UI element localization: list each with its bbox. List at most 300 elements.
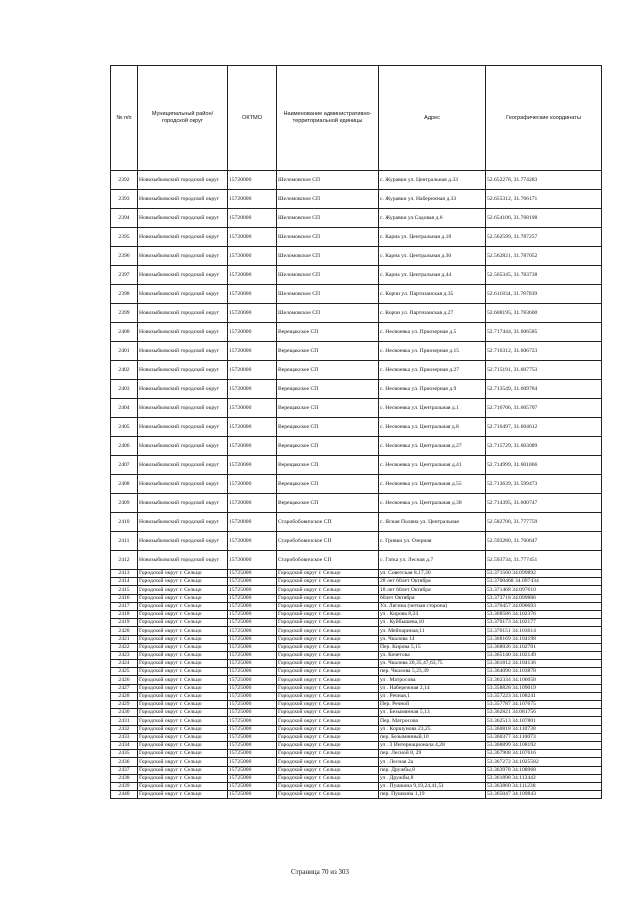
table-row: [111, 733, 602, 741]
cell-admin-unit: Шеломовское СП: [277, 209, 379, 228]
cell-address: Пер. Матросова: [379, 717, 486, 725]
cell-admin-unit: Шеломовское СП: [277, 190, 379, 209]
cell-district: Новозыбковский городской округ: [138, 437, 228, 456]
table-row: [111, 228, 602, 247]
cell-admin-unit: Верещакское СП: [277, 418, 379, 437]
cell-num: 2412: [111, 551, 138, 570]
cell-num: 2426: [111, 676, 138, 684]
cell-oktmo: 15725000: [228, 684, 277, 692]
cell-address: ул . Матросова: [379, 676, 486, 684]
cell-district: Новозыбковский городской округ: [138, 171, 228, 190]
cell-admin-unit: Шеломовское СП: [277, 228, 379, 247]
cell-oktmo: 15720000: [228, 475, 277, 494]
cell-address: с. Гривки ул. Озерная: [379, 532, 486, 551]
cell-num: 2392: [111, 171, 138, 190]
cell-num: 2438: [111, 774, 138, 782]
cell-num: 2411: [111, 532, 138, 551]
cell-oktmo: 15720000: [228, 418, 277, 437]
cell-district: Новозыбковский городской округ: [138, 513, 228, 532]
cell-district: Новозыбковский городской округ: [138, 475, 228, 494]
cell-oktmo: 15725000: [228, 643, 277, 651]
cell-oktmo: 15725000: [228, 782, 277, 790]
table-row: [111, 610, 602, 618]
cell-address: ул . Речная,1: [379, 692, 486, 700]
cell-district: Новозыбковский городской округ: [138, 190, 228, 209]
cell-address: с. Несвоевка ул. Центральная д.38: [379, 494, 486, 513]
cell-admin-unit: Старобобовичское СП: [277, 551, 379, 570]
cell-admin-unit: Городской округ г. Сельцо: [277, 619, 379, 627]
table-row: [111, 594, 602, 602]
cell-admin-unit: Верещакское СП: [277, 342, 379, 361]
cell-address: с. Карна ул. Центральная д.44: [379, 266, 486, 285]
table-row: [111, 586, 602, 594]
cell-num: 2420: [111, 627, 138, 635]
cell-oktmo: 15725000: [228, 668, 277, 676]
cell-oktmo: 15720000: [228, 513, 277, 532]
cell-admin-unit: Городской округ г. Сельцо: [277, 692, 379, 700]
cell-num: 2439: [111, 782, 138, 790]
cell-admin-unit: Городской округ г. Сельцо: [277, 594, 379, 602]
cell-admin-unit: Шеломовское СП: [277, 304, 379, 323]
cell-oktmo: 15720000: [228, 323, 277, 342]
page-number: Страница 70 из 303: [291, 868, 349, 876]
cell-oktmo: 15725000: [228, 635, 277, 643]
cell-coordinates: 53.360377 34.110073: [486, 733, 602, 741]
cell-oktmo: 15720000: [228, 304, 277, 323]
cell-address: ул . Кирова 8,24: [379, 610, 486, 618]
table-row: [111, 285, 602, 304]
cell-oktmo: 15725000: [228, 692, 277, 700]
cell-district: Городской округ г. Сельцо: [138, 627, 228, 635]
cell-coordinates: 53.363860 34.111238: [486, 782, 602, 790]
table-row: [111, 190, 602, 209]
cell-coordinates: 53.365047 34.109843: [486, 791, 602, 799]
table-row: [111, 635, 602, 643]
header-coordinates: Географические координаты: [486, 66, 602, 171]
cell-address: ул . Пушкина 9,19,24,41,51: [379, 782, 486, 790]
cell-oktmo: 15725000: [228, 766, 277, 774]
cell-district: Городской округ г. Сельцо: [138, 741, 228, 749]
table-row: [111, 578, 602, 586]
cell-coordinates: 52.714395, 31.600747: [486, 494, 602, 513]
cell-coordinates: 53.373718 34.099886: [486, 594, 602, 602]
table-row: [111, 304, 602, 323]
cell-district: Новозыбковский городской округ: [138, 342, 228, 361]
cell-address: ул. Чкалова 20,35,47,63,75: [379, 660, 486, 668]
cell-address: с. Гатка ул. Лесная д.7: [379, 551, 486, 570]
cell-oktmo: 15720000: [228, 380, 277, 399]
table-row: [111, 532, 602, 551]
cell-district: Городской округ г. Сельцо: [138, 766, 228, 774]
cell-district: Новозыбковский городской округ: [138, 266, 228, 285]
cell-oktmo: 15720000: [228, 190, 277, 209]
cell-admin-unit: Шеломовское СП: [277, 285, 379, 304]
cell-oktmo: 15725000: [228, 709, 277, 717]
cell-admin-unit: Городской округ г. Сельцо: [277, 610, 379, 618]
cell-coordinates: 53.362513 34.107801: [486, 717, 602, 725]
table-row: [111, 717, 602, 725]
cell-oktmo: 15720000: [228, 228, 277, 247]
cell-admin-unit: Шеломовское СП: [277, 171, 379, 190]
cell-admin-unit: Старобобовичское СП: [277, 513, 379, 532]
cell-admin-unit: Городской округ г. Сельцо: [277, 627, 379, 635]
table-row: [111, 551, 602, 570]
cell-oktmo: 15720000: [228, 494, 277, 513]
cell-oktmo: 15725000: [228, 741, 277, 749]
table-row: [111, 266, 602, 285]
cell-address: ул . Коршунова 23,25: [379, 725, 486, 733]
cell-coordinates: 53.370151 34.103614: [486, 627, 602, 635]
cell-num: 2418: [111, 610, 138, 618]
cell-oktmo: 15725000: [228, 586, 277, 594]
cell-coordinates: 53.362821 34.081756: [486, 709, 602, 717]
cell-address: с. Несвоевка ул. Центральная д.55: [379, 475, 486, 494]
table-row: [111, 660, 602, 668]
cell-oktmo: 15725000: [228, 594, 277, 602]
cell-coordinates: 52.717444, 31.606585: [486, 323, 602, 342]
cell-district: Новозыбковский городской округ: [138, 304, 228, 323]
cell-district: Городской округ г. Сельцо: [138, 676, 228, 684]
cell-oktmo: 15725000: [228, 717, 277, 725]
cell-num: 2428: [111, 692, 138, 700]
cell-coordinates: 52.611834, 31.787039: [486, 285, 602, 304]
cell-oktmo: 15720000: [228, 437, 277, 456]
cell-coordinates: 52.593280, 31.760647: [486, 532, 602, 551]
cell-oktmo: 15725000: [228, 602, 277, 610]
cell-coordinates: 52.652278, 31.774283: [486, 171, 602, 190]
cell-district: Городской округ г. Сельцо: [138, 602, 228, 610]
table-row: [111, 342, 602, 361]
cell-oktmo: 15725000: [228, 750, 277, 758]
cell-address: с. Несвоевка ул. Центральная д.8: [379, 418, 486, 437]
cell-district: Новозыбковский городской округ: [138, 247, 228, 266]
cell-num: 2432: [111, 725, 138, 733]
table-row: [111, 750, 602, 758]
cell-admin-unit: Городской округ г. Сельцо: [277, 766, 379, 774]
table-row: [111, 494, 602, 513]
cell-address: 28 лет 60лет Октября: [379, 578, 486, 586]
cell-oktmo: 15725000: [228, 578, 277, 586]
cell-oktmo: 15725000: [228, 660, 277, 668]
cell-district: Городской округ г. Сельцо: [138, 725, 228, 733]
cell-num: 2397: [111, 266, 138, 285]
cell-oktmo: 15725000: [228, 627, 277, 635]
cell-admin-unit: Городской округ г. Сельцо: [277, 758, 379, 766]
cell-num: 2398: [111, 285, 138, 304]
cell-num: 2434: [111, 741, 138, 749]
cell-coordinates: 53.371468 34.097610: [486, 586, 602, 594]
cell-district: Городской округ г. Сельцо: [138, 619, 228, 627]
cell-oktmo: 15720000: [228, 266, 277, 285]
cell-oktmo: 15725000: [228, 725, 277, 733]
table-row: [111, 791, 602, 799]
cell-num: 2414: [111, 578, 138, 586]
cell-district: Новозыбковский городской округ: [138, 418, 228, 437]
cell-num: 2440: [111, 791, 138, 799]
cell-address: с. Журавки ул.Садовая д.6: [379, 209, 486, 228]
cell-num: 2393: [111, 190, 138, 209]
cell-oktmo: 15720000: [228, 399, 277, 418]
cell-num: 2421: [111, 635, 138, 643]
cell-address: с. Несвоевка ул. Центральная д.41: [379, 456, 486, 475]
header-district: Муниципальный район/городской округ: [138, 66, 228, 171]
header-admin-unit: Наименование административно-территориальной единицы: [277, 66, 379, 171]
cell-admin-unit: Верещакское СП: [277, 437, 379, 456]
cell-district: Городской округ г. Сельцо: [138, 586, 228, 594]
cell-num: 2403: [111, 380, 138, 399]
cell-district: Городской округ г. Сельцо: [138, 578, 228, 586]
cell-num: 2430: [111, 709, 138, 717]
header-row: [111, 66, 602, 171]
table-row: [111, 323, 602, 342]
table-row: [111, 209, 602, 228]
cell-admin-unit: Городской округ г. Сельцо: [277, 586, 379, 594]
table-row: [111, 709, 602, 717]
cell-coordinates: 52.715191, 31.607753: [486, 361, 602, 380]
table-row: [111, 361, 602, 380]
cell-district: Городской округ г. Сельцо: [138, 692, 228, 700]
cell-coordinates: 52.608195, 31.783600: [486, 304, 602, 323]
cell-address: ул. Кочетова: [379, 651, 486, 659]
cell-district: Городской округ г. Сельцо: [138, 651, 228, 659]
table-row: [111, 774, 602, 782]
cell-district: Городской округ г. Сельцо: [138, 717, 228, 725]
cell-coordinates: 53.367908 34.107616: [486, 750, 602, 758]
cell-coordinates: 53.358828 34.109019: [486, 684, 602, 692]
cell-district: Новозыбковский городской округ: [138, 361, 228, 380]
cell-coordinates: 52.562821, 31.787052: [486, 247, 602, 266]
cell-admin-unit: Городской округ г. Сельцо: [277, 570, 379, 578]
cell-district: Городской округ г. Сельцо: [138, 774, 228, 782]
cell-coordinates: 53.371560 34.099892: [486, 570, 602, 578]
cell-district: Новозыбковский городской округ: [138, 532, 228, 551]
cell-address: ул. Мейпариная,11: [379, 627, 486, 635]
cell-coordinates: 52.593734, 31.777451: [486, 551, 602, 570]
cell-district: Городской округ г. Сельцо: [138, 701, 228, 709]
cell-oktmo: 15725000: [228, 791, 277, 799]
table-row: [111, 668, 602, 676]
cell-district: Новозыбковский городской округ: [138, 494, 228, 513]
table-row: [111, 399, 602, 418]
cell-coordinates: 52.713549, 31.609784: [486, 380, 602, 399]
cell-admin-unit: Шеломовское СП: [277, 247, 379, 266]
cell-address: ул. Советская 8,17,30: [379, 570, 486, 578]
table-row: [111, 171, 602, 190]
cell-address: с. Журавки ул. Набережная д.33: [379, 190, 486, 209]
header-oktmo: ОКТМО: [228, 66, 277, 171]
table-row: [111, 766, 602, 774]
header-address: Адрес: [379, 66, 486, 171]
cell-coordinates: 53.364090 34.103878: [486, 668, 602, 676]
cell-coordinates: 53.357787 34.107675: [486, 701, 602, 709]
cell-coordinates: 53.363978 34.108968: [486, 766, 602, 774]
cell-num: 2401: [111, 342, 138, 361]
table-row: [111, 247, 602, 266]
cell-admin-unit: Шеломовское СП: [277, 266, 379, 285]
cell-coordinates: 53.360818 34.110738: [486, 725, 602, 733]
table-row: [111, 475, 602, 494]
cell-oktmo: 15725000: [228, 676, 277, 684]
cell-coordinates: 53.3700468 34.097434: [486, 578, 602, 586]
cell-address: с. Несвоевка ул. Приозерная д.27: [379, 361, 486, 380]
cell-num: 2419: [111, 619, 138, 627]
cell-num: 2422: [111, 643, 138, 651]
cell-admin-unit: Городской округ г. Сельцо: [277, 635, 379, 643]
cell-address: ул . 3 Интернационала 4,28: [379, 741, 486, 749]
cell-district: Городской округ г. Сельцо: [138, 750, 228, 758]
cell-address: с. Несвоевка ул. Приозерная д.9: [379, 380, 486, 399]
cell-coordinates: 52.716497, 31.604612: [486, 418, 602, 437]
cell-address: с. Несвоевка ул. Центральная д.27: [379, 437, 486, 456]
cell-admin-unit: Городской округ г. Сельцо: [277, 709, 379, 717]
cell-oktmo: 15720000: [228, 361, 277, 380]
cell-coordinates: 52.565345, 31.783738: [486, 266, 602, 285]
cell-address: пер. Пушкина 1,19: [379, 791, 486, 799]
cell-num: 2431: [111, 717, 138, 725]
cell-admin-unit: Городской округ г. Сельцо: [277, 774, 379, 782]
cell-district: Городской округ г. Сельцо: [138, 733, 228, 741]
table-row: [111, 676, 602, 684]
cell-address: с. Несвоевка ул. Приозерная д.5: [379, 323, 486, 342]
cell-oktmo: 15725000: [228, 610, 277, 618]
cell-num: 2406: [111, 437, 138, 456]
cell-district: Новозыбковский городской округ: [138, 380, 228, 399]
cell-num: 2413: [111, 570, 138, 578]
cell-district: Городской округ г. Сельцо: [138, 791, 228, 799]
cell-num: 2408: [111, 475, 138, 494]
cell-coordinates: 53.362334 34.106058: [486, 676, 602, 684]
cell-admin-unit: Городской округ г. Сельцо: [277, 651, 379, 659]
cell-num: 2404: [111, 399, 138, 418]
cell-address: с. Карна ул. Центральная д.30: [379, 247, 486, 266]
table-row: [111, 602, 602, 610]
cell-address: с. Корчи ул. Партизанская д.35: [379, 285, 486, 304]
cell-num: 2424: [111, 660, 138, 668]
cell-address: пер. Лесной 8, 29: [379, 750, 486, 758]
cell-district: Новозыбковский городской округ: [138, 285, 228, 304]
table-header: [111, 66, 602, 171]
cell-admin-unit: Городской округ г. Сельцо: [277, 717, 379, 725]
cell-address: с. Журавки ул. Центральная д.33: [379, 171, 486, 190]
cell-admin-unit: Городской округ г. Сельцо: [277, 684, 379, 692]
cell-num: 2396: [111, 247, 138, 266]
cell-admin-unit: Верещакское СП: [277, 380, 379, 399]
cell-num: 2417: [111, 602, 138, 610]
cell-oktmo: 15720000: [228, 171, 277, 190]
cell-district: Новозыбковский городской округ: [138, 399, 228, 418]
table-row: [111, 627, 602, 635]
cell-oktmo: 15720000: [228, 532, 277, 551]
cell-coordinates: 53.368036 34.102701: [486, 643, 602, 651]
cell-num: 2423: [111, 651, 138, 659]
cell-admin-unit: Верещакское СП: [277, 456, 379, 475]
cell-coordinates: 52.655312, 31.766171: [486, 190, 602, 209]
cell-admin-unit: Верещакское СП: [277, 399, 379, 418]
cell-num: 2399: [111, 304, 138, 323]
cell-district: Городской округ г. Сельцо: [138, 758, 228, 766]
cell-district: Новозыбковский городской округ: [138, 209, 228, 228]
cell-coordinates: 53.370173 34.102177: [486, 619, 602, 627]
addresses-table: [110, 65, 602, 799]
cell-coordinates: 53.368586 34.102376: [486, 610, 602, 618]
cell-coordinates: 53.361898 34.113442: [486, 774, 602, 782]
cell-district: Городской округ г. Сельцо: [138, 709, 228, 717]
cell-admin-unit: Верещакское СП: [277, 323, 379, 342]
cell-oktmo: 15725000: [228, 774, 277, 782]
cell-coordinates: 53.367272 34.1025582: [486, 758, 602, 766]
cell-num: 2425: [111, 668, 138, 676]
cell-district: Городской округ г. Сельцо: [138, 643, 228, 651]
cell-oktmo: 15725000: [228, 619, 277, 627]
cell-oktmo: 15725000: [228, 651, 277, 659]
cell-district: Городской округ г. Сельцо: [138, 594, 228, 602]
cell-coordinates: 53.370457 34.090693: [486, 602, 602, 610]
cell-coordinates: 53.361812 34.104136: [486, 660, 602, 668]
cell-coordinates: 52.582700, 31.777759: [486, 513, 602, 532]
cell-admin-unit: Городской округ г. Сельцо: [277, 741, 379, 749]
cell-oktmo: 15720000: [228, 551, 277, 570]
table-row: [111, 380, 602, 399]
table-row: [111, 741, 602, 749]
cell-coordinates: 53.368899 34.108192: [486, 741, 602, 749]
cell-coordinates: 53.357223 34.108241: [486, 692, 602, 700]
cell-num: 2410: [111, 513, 138, 532]
cell-address: ул . Набережная 2,14: [379, 684, 486, 692]
cell-coordinates: 52.715729, 31.603089: [486, 437, 602, 456]
cell-num: 2429: [111, 701, 138, 709]
cell-num: 2394: [111, 209, 138, 228]
header-num: № п/п: [111, 66, 138, 171]
cell-num: 2433: [111, 733, 138, 741]
cell-coordinates: 53.368169 34.104198: [486, 635, 602, 643]
cell-address: с. Несвоевка ул. Приозерная д.15: [379, 342, 486, 361]
cell-district: Новозыбковский городской округ: [138, 551, 228, 570]
cell-district: Городской округ г. Сельцо: [138, 570, 228, 578]
cell-num: 2400: [111, 323, 138, 342]
cell-num: 2416: [111, 594, 138, 602]
cell-address: 18 лет 60лет Октября: [379, 586, 486, 594]
cell-district: Новозыбковский городской округ: [138, 323, 228, 342]
cell-admin-unit: Старобобовичское СП: [277, 532, 379, 551]
table-row: [111, 513, 602, 532]
table-row: [111, 619, 602, 627]
cell-coordinates: 52.716706, 31.605707: [486, 399, 602, 418]
cell-address: Ул. Лягина (четная сторона): [379, 602, 486, 610]
cell-num: 2395: [111, 228, 138, 247]
cell-oktmo: 15725000: [228, 733, 277, 741]
cell-num: 2427: [111, 684, 138, 692]
cell-coordinates: 52.562599, 31.787257: [486, 228, 602, 247]
table-row: [111, 570, 602, 578]
cell-oktmo: 15720000: [228, 456, 277, 475]
cell-num: 2405: [111, 418, 138, 437]
table-row: [111, 758, 602, 766]
cell-address: 60лет Октября: [379, 594, 486, 602]
cell-oktmo: 15720000: [228, 342, 277, 361]
cell-oktmo: 15720000: [228, 209, 277, 228]
table-row: [111, 437, 602, 456]
table-row: [111, 782, 602, 790]
cell-oktmo: 15725000: [228, 701, 277, 709]
table-row: [111, 456, 602, 475]
cell-district: Новозыбковский городской округ: [138, 456, 228, 475]
cell-oktmo: 15720000: [228, 247, 277, 266]
cell-address: ул. Чкалова 14: [379, 635, 486, 643]
cell-address: пер. Чкалова 5,23,39: [379, 668, 486, 676]
cell-coordinates: 52.714999, 31.601866: [486, 456, 602, 475]
table-row: [111, 418, 602, 437]
cell-coordinates: 52.713639, 31.599473: [486, 475, 602, 494]
